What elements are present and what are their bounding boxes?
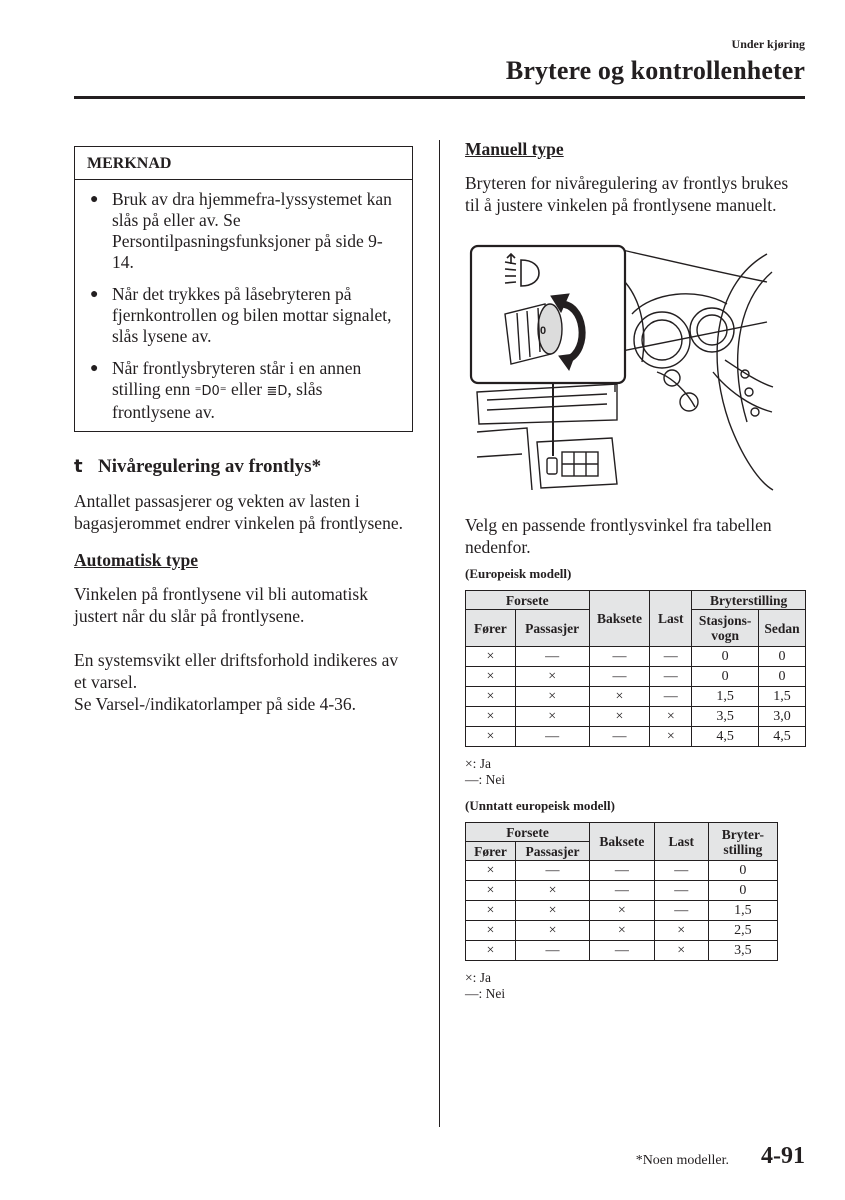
cell: 0 (708, 861, 777, 881)
cell: × (589, 687, 650, 707)
legend-yes: ×: Ja (465, 970, 491, 985)
legend-yes: ×: Ja (465, 756, 491, 771)
column-divider (439, 140, 440, 1127)
dashboard-illustration (467, 242, 777, 492)
header-baksete: Baksete (589, 591, 650, 647)
table-row (466, 647, 806, 667)
cell: — (590, 881, 655, 901)
bullet-icon: ● (90, 192, 99, 207)
table-row (466, 727, 806, 747)
cell: 3,5 (692, 707, 759, 727)
cell: × (650, 727, 692, 747)
failure-text: En systemsvikt eller driftsforhold indikeres av et varsel. (74, 650, 399, 692)
table-row (466, 941, 778, 961)
left-column (74, 146, 413, 715)
cell: × (515, 921, 589, 941)
cell: × (466, 901, 516, 921)
table-eu-legend (465, 756, 807, 788)
cell: 0 (692, 647, 759, 667)
header-passasjer: Passasjer (515, 610, 589, 647)
bullet-icon: ● (90, 287, 99, 302)
note-text-before: Når frontlysbryteren står i en annen stilling enn (112, 358, 362, 399)
header-bryterstilling: Bryter-stilling (708, 823, 777, 861)
cell: × (466, 861, 516, 881)
manual-type-heading: Manuell type (465, 139, 564, 159)
cell: × (654, 941, 708, 961)
section-label: Under kjøring (731, 37, 805, 51)
cell: × (515, 687, 589, 707)
header-last: Last (654, 823, 708, 861)
header-stasjonsvogn: Stasjons-vogn (692, 610, 759, 647)
cell: — (515, 647, 589, 667)
table-eu-caption: (Europeisk modell) (465, 566, 572, 581)
cell: × (515, 881, 589, 901)
cell: 0 (759, 647, 806, 667)
dial-zero-label: 0 (540, 325, 547, 337)
table-row (466, 901, 778, 921)
legend-no: —: Nei (465, 986, 506, 1001)
section-heading (74, 456, 413, 478)
legend-no: —: Nei (465, 772, 506, 787)
note-item (89, 358, 398, 423)
cell: — (650, 647, 692, 667)
note-item (89, 189, 398, 273)
cell: — (650, 687, 692, 707)
note-item (89, 284, 398, 347)
table-row (466, 667, 806, 687)
cell: × (466, 687, 516, 707)
cell: — (515, 861, 589, 881)
header-forer: Fører (466, 610, 516, 647)
note-item-text: Når det trykkes på låsebryteren på fjernkontrollen og bilen mottar signalet, slås lysene av. (112, 284, 392, 346)
section-marker: t (74, 456, 83, 477)
page-number: 4-91 (761, 1143, 805, 1169)
cell: — (589, 667, 650, 687)
cell: 1,5 (759, 687, 806, 707)
manual-type-paragraph: Bryteren for nivåregulering av frontlys brukes til å justere vinkelen på frontlysene manuelt. (465, 173, 789, 215)
cell: — (590, 941, 655, 961)
cell: × (515, 901, 589, 921)
cell: — (654, 881, 708, 901)
cell: × (515, 667, 589, 687)
right-column (465, 139, 807, 1002)
cell: — (590, 861, 655, 881)
cell: — (515, 941, 589, 961)
table-instruction: Velg en passende frontlysvinkel fra tabellen nedenfor. (465, 515, 772, 557)
cell: × (654, 921, 708, 941)
header-last: Last (650, 591, 692, 647)
cell: × (466, 921, 516, 941)
cell: — (515, 727, 589, 747)
title-rule (74, 96, 805, 99)
cell: × (466, 667, 516, 687)
parking-light-icon: ⁼D0⁼ (194, 384, 227, 399)
auto-type-paragraph: Vinkelen på frontlysene vil bli automatisk justert når du slår på frontlysene. (74, 584, 368, 626)
cell: × (466, 647, 516, 667)
cell: 2,5 (708, 921, 777, 941)
header-baksete: Baksete (590, 823, 655, 861)
header-sedan: Sedan (759, 610, 806, 647)
cell: 3,5 (708, 941, 777, 961)
note-box (74, 146, 413, 432)
cell: — (589, 647, 650, 667)
table-row (466, 861, 778, 881)
failure-paragraph (74, 649, 413, 715)
cell: 0 (759, 667, 806, 687)
cell: — (589, 727, 650, 747)
note-heading: MERKNAD (75, 147, 412, 180)
cell: 0 (692, 667, 759, 687)
intro-paragraph: Antallet passasjerer og vekten av lasten i bagasjerommet endrer vinkelen på frontlysene. (74, 491, 403, 533)
note-list (75, 180, 412, 431)
cell: × (466, 727, 516, 747)
table-eu (465, 590, 806, 747)
bullet-icon: ● (90, 361, 99, 376)
cell: 1,5 (692, 687, 759, 707)
cell: × (590, 901, 655, 921)
cell: × (590, 921, 655, 941)
header-forsete: Forsete (466, 823, 590, 842)
note-text-middle: eller (231, 379, 263, 399)
failure-reference: Se Varsel-/indikatorlamper på side 4-36. (74, 694, 357, 714)
table-other-legend (465, 970, 807, 1002)
cell: — (654, 861, 708, 881)
cell: 1,5 (708, 901, 777, 921)
table-other (465, 822, 778, 961)
table-row (466, 881, 778, 901)
cell: 4,5 (759, 727, 806, 747)
header-forer: Fører (466, 842, 516, 861)
cell: 3,0 (759, 707, 806, 727)
note-text-after: , slås frontlysene av. (112, 379, 323, 422)
cell: 0 (708, 881, 777, 901)
auto-type-heading: Automatisk type (74, 550, 198, 570)
dashboard-svg (467, 242, 777, 492)
table-row (466, 921, 778, 941)
headlight-icon: ≣D (266, 384, 288, 399)
table-row (466, 687, 806, 707)
cell: × (466, 941, 516, 961)
cell: — (654, 901, 708, 921)
cell: × (466, 881, 516, 901)
footnote: *Noen modeller. (635, 1153, 729, 1168)
header-forsete: Forsete (466, 591, 590, 610)
cell: — (650, 667, 692, 687)
table-other-caption: (Unntatt europeisk modell) (465, 798, 615, 813)
cell: × (515, 707, 589, 727)
section-heading-text: Nivåregulering av frontlys* (98, 456, 322, 477)
table-row (466, 707, 806, 727)
cell: × (650, 707, 692, 727)
cell: 4,5 (692, 727, 759, 747)
cell: × (466, 707, 516, 727)
note-item-text: Bruk av dra hjemmefra-lyssystemet kan slås på eller av. Se Persontilpasningsfunksjoner på side 9-14. (112, 189, 392, 272)
note-item-text (112, 358, 398, 423)
cell: × (589, 707, 650, 727)
page-title: Brytere og kontrollenheter (505, 56, 805, 85)
header-passasjer: Passasjer (515, 842, 589, 861)
header-bryterstilling: Bryterstilling (692, 591, 806, 610)
